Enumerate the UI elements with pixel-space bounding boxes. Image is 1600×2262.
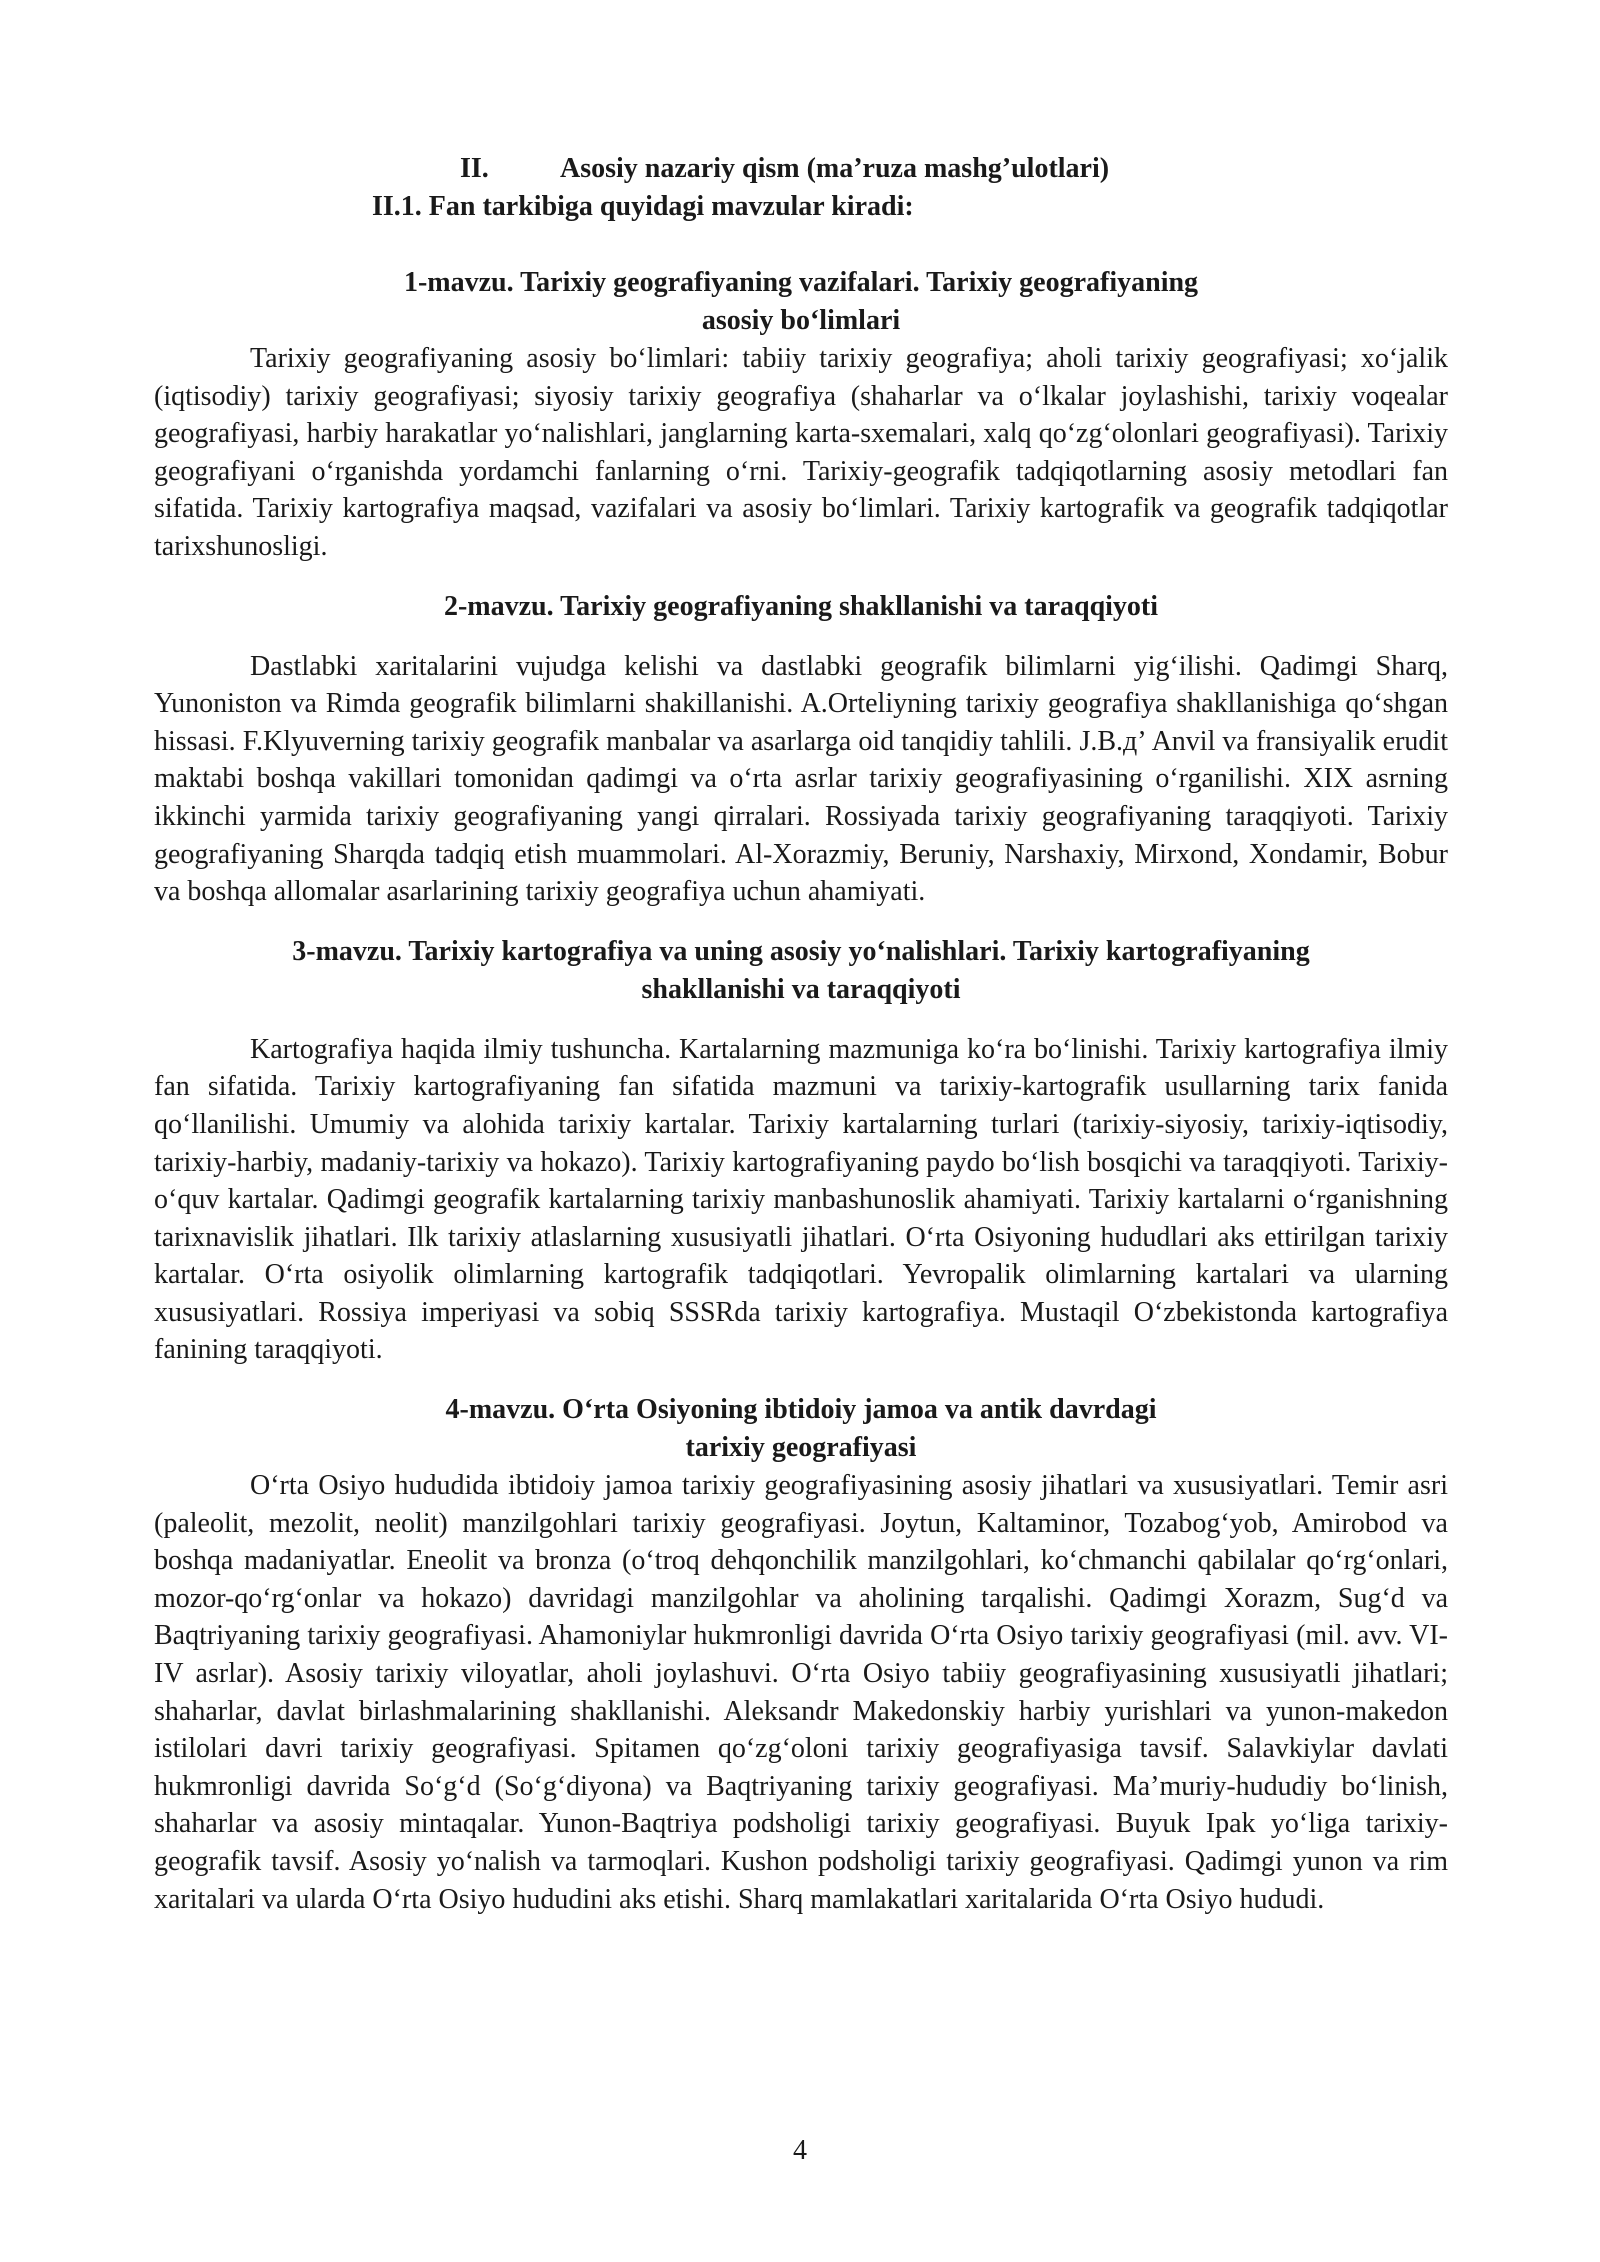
- topic-3-body: Kartografiya haqida ilmiy tushuncha. Kartalarning mazmuniga ko‘ra bo‘linishi. Tarixiy kartografiya ilmiy fan sifatida. Tarixiy kartografiyaning fan sifatida mazmuni va tarixiy-kartografik usullarning tarix fanida qo‘llanilishi. Umumiy va alohida tarixiy kartalar. Tarixiy kartalarning turlari (tarixiy-siyosiy, tarixiy-iqtisodiy, tarixiy-harbiy, madaniy-tarixiy va hokazo). Tarixiy kartografiyaning paydo bo‘lish bosqichi va taraqqiyoti. Tarixiy-o‘quv kartalar. Qadimgi geografik kartalarning tarixiy manbashunoslik ahamiyati. Tarixiy kartalarni o‘rganishning tarixnavislik jihatlari. Ilk tarixiy atlaslarning xususiyatli jihatlari. O‘rta Osiyoning hududlari aks ettirilgan tarixiy kartalar. O‘rta osiyolik olimlarning kartografik tadqiqotlari. Yevropalik olimlarning kartalari va ularning xususiyatlari. Rossiya imperiyasi va sobiq SSSRda tarixiy kartografiya. Mustaqil O‘zbekistonda kartografiya fanining taraqqiyoti.: [154, 1033, 1448, 1366]
- section-title: Asosiy nazariy qism (ma’ruza mashg’ulotlari): [560, 153, 1110, 184]
- spacer: [154, 1009, 1448, 1031]
- topic-4-body: O‘rta Osiyo hududida ibtidoiy jamoa tarixiy geografiyasining asosiy jihatlari va xususiyatlari. Temir asri (paleolit, mezolit, neolit) manzilgohlari tarixiy geografiyasi. Joytun, Kaltaminor, Tozabog‘yob, Amirobod va boshqa madaniyatlar. Eneolit va bronza (o‘troq dehqonchilik manzilgohlari, ko‘chmanchi qabilalar qo‘rg‘onlari, mozor-qo‘rg‘onlar va hokazo) davridagi manzilgohlar va aholining tarqalishi. Qadimgi Xorazm, Sug‘d va Baqtriyaning tarixiy geografiyasi. Ahamoniylar hukmronligi davrida O‘rta Osiyo tarixiy geografiyasi (mil. avv. VI-IV asrlar). Asosiy tarixiy viloyatlar, aholi joylashuvi. O‘rta Osiyo tabiiy geografiyasining xususiyatli jihatlari; shaharlar, davlat birlashmalarining shakllanishi. Aleksandr Makedonskiy harbiy yurishlari va yunon-makedon istilolari davri tarixiy geografiyasi. Spitamen qo‘zg‘oloni tarixiy geografiyasiga tavsif. Salavkiylar davlati hukmronligi davrida So‘g‘d (So‘g‘diyona) va Baqtriyaning tarixiy geografiyasi. Ma’muriy-hududiy bo‘linish, shaharlar va asosiy mintaqalar. Yunon-Baqtriya podsholigi tarixiy geografiyasi. Buyuk Ipak yo‘liga tarixiy-geografik tavsif. Asosiy yo‘nalish va tarmoqlari. Kushon podsholigi tarixiy geografiyasi. Qadimgi yunon va rim xaritalari va ularda O‘rta Osiyo hududini aks etishi. Sharq mamlakatlari xaritalarida O‘rta Osiyo hududi.: [154, 1470, 1448, 1915]
- topic-1-title: [154, 264, 1448, 340]
- topic-1-title-line1: 1-mavzu. Tarixiy geografiyaning vazifalari. Tarixiy geografiyaning: [403, 267, 1199, 298]
- document-page: [154, 150, 1448, 1918]
- topic-4-title-line1: 4-mavzu. O‘rta Osiyoning ibtidoiy jamoa va antik davrdagi: [445, 1394, 1157, 1426]
- spacer: [154, 911, 1448, 933]
- spacer: [154, 226, 1448, 264]
- topic-4-title: [154, 1391, 1448, 1467]
- topic-2-title: [154, 588, 1448, 626]
- spacer: [154, 566, 1448, 588]
- topic-3-title-line2: shakllanishi va taraqqiyoti: [641, 973, 961, 1005]
- topic-2-title-line1: 2-mavzu. Tarixiy geografiyaning shakllanishi va taraqqiyoti: [443, 590, 1159, 622]
- spacer: [154, 626, 1448, 648]
- topic-3-title-line1: 3-mavzu. Tarixiy kartografiya va uning asosiy yo‘nalishlari. Tarixiy kartografiyaning: [292, 935, 1310, 967]
- page-number: 4: [793, 2135, 807, 2166]
- topic-1-body: Tarixiy geografiyaning asosiy bo‘limlari: tabiiy tarixiy geografiya; aholi tarixiy geografiyasi; xo‘jalik (iqtisodiy) tarixiy geografiyasi; siyosiy tarixiy geografiya (shaharlar va o‘lkalar joylashishi, tarixiy voqealar geografiyasi, harbiy harakatlar yo‘nalishlari, janglarning karta-sxemalari, xalq qo‘zg‘olonlari geografiyasi). Tarixiy geografiyani o‘rganishda yordamchi fanlarning o‘rni. Tarixiy-geografik tadqiqotlarning asosiy metodlari fan sifatida. Tarixiy kartografiya maqsad, vazifalari va asosiy bo‘limlari. Tarixiy kartografik va geografik tadqiqotlar tarixshunosligi.: [154, 343, 1448, 562]
- section-number: II.: [460, 153, 489, 184]
- section-heading: [154, 150, 1448, 188]
- topic-2-body: Dastlabki xaritalarini vujudga kelishi va dastlabki geografik bilimlarni yig‘ilishi. Qadimgi Sharq, Yunoniston va Rimda geografik bilimlarni shakillanishi. A.Orteliyning tarixiy geografiya shakllanishiga qo‘shgan hissasi. F.Klyuverning tarixiy geografik manbalar va asarlarga oid tanqidiy tahlili. J.B.д’ Anvil va fransiyalik erudit maktabi boshqa vakillari tomonidan qadimgi va o‘rta asrlar tarixiy geografiyasining o‘rganilishi. XIX asrning ikkinchi yarmida tarixiy geografiyaning yangi qirralari. Rossiyada tarixiy geografiyaning taraqqiyoti. Tarixiy geografiyaning Sharqda tadqiq etish muammolari. Al-Xorazmiy, Beruniy, Narshaxiy, Mirxond, Xondamir, Bobur va boshqa allomalar asarlarining tarixiy geografiya uchun ahamiyati.: [154, 650, 1448, 908]
- subsection-heading: II.1. Fan tarkibiga quyidagi mavzular kiradi:: [372, 191, 914, 222]
- topic-4-title-line2: tarixiy geografiyasi: [685, 1432, 917, 1464]
- spacer: [154, 1369, 1448, 1391]
- topic-3-title: [154, 933, 1448, 1009]
- topic-1-title-line2: asosiy bo‘limlari: [701, 305, 901, 336]
